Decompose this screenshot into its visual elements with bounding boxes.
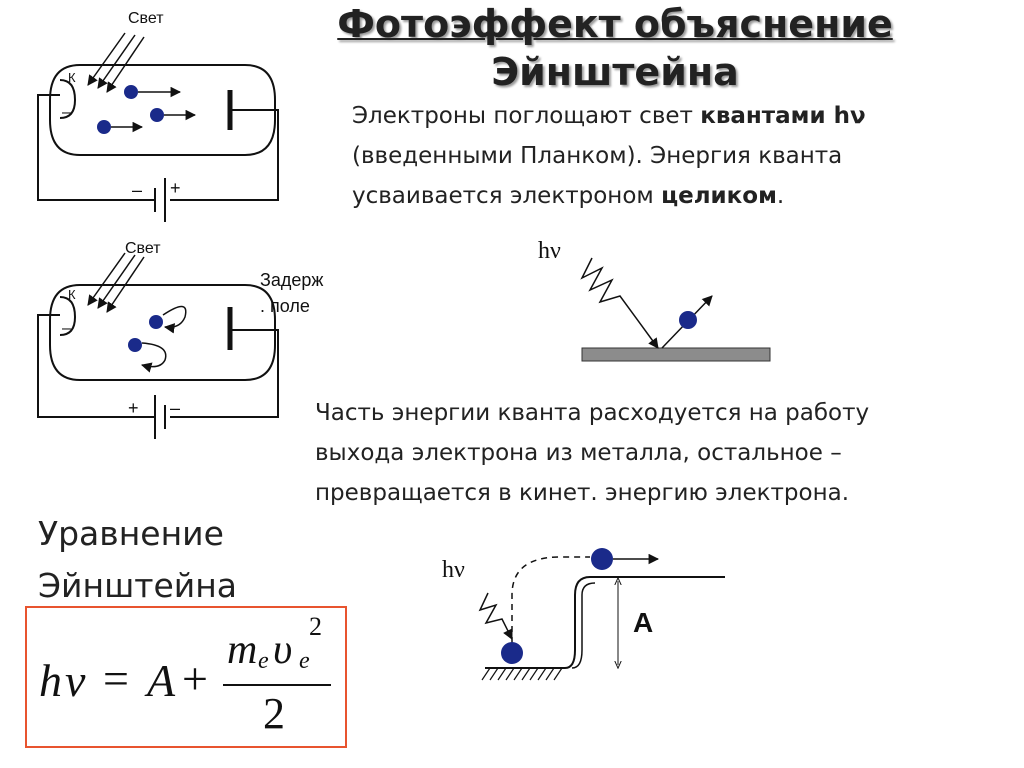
einstein-equation — [37, 608, 342, 746]
work-function-label: A — [633, 607, 654, 638]
para2-line-1: Часть энергии кванта расходуется на работу — [315, 400, 870, 426]
light-label-bottom: Свет — [125, 240, 161, 257]
light-ray-1 — [88, 33, 125, 85]
retarding-field-label — [260, 267, 323, 319]
vacuum-tube-outline — [50, 285, 275, 380]
hv-label-reflection: hν — [538, 238, 561, 264]
electron-return-arrow — [163, 306, 186, 327]
light-ray-2 — [98, 35, 135, 88]
surface-hatching — [482, 668, 562, 680]
para2-line-2: выхода электрона из металла, остальное – — [315, 440, 842, 466]
electron-after — [591, 548, 613, 570]
work-function-svg — [430, 535, 740, 695]
electron-trajectory — [512, 557, 590, 643]
explanation-paragraph-2 — [315, 393, 995, 513]
electron-return-arrow — [142, 343, 166, 367]
para2-line-3: превращается в кинет. энергию электрона. — [315, 480, 850, 506]
eq-equals: = — [103, 653, 129, 704]
photon-wavy-ray — [582, 258, 658, 348]
light-ray-1 — [88, 253, 125, 305]
eq-nu: ν — [65, 655, 86, 706]
para1-text-1: Электроны поглощают свет — [352, 103, 701, 129]
eq-A: A — [147, 655, 176, 706]
eq-m: m — [227, 627, 258, 673]
electron-before — [501, 642, 523, 664]
eq-upsilon: υ — [273, 627, 293, 673]
photon-absorption-svg — [530, 230, 790, 370]
electron — [124, 85, 138, 99]
para1-text-3: усваивается электроном — [352, 183, 662, 209]
electron — [128, 338, 142, 352]
para1-line-1 — [352, 96, 992, 136]
eq-squared: 2 — [309, 612, 322, 641]
electron — [679, 311, 697, 329]
eq-fraction-bar — [223, 684, 331, 686]
eq-sub-e-2: e — [299, 648, 310, 674]
photocell-diagram-accelerating — [20, 0, 320, 235]
para1-line-2: (введенными Планком). Энергия кванта — [352, 143, 843, 169]
explanation-paragraph-1 — [352, 96, 992, 216]
hv-label-work: hν — [442, 557, 465, 583]
equation-title-line-1: Уравнение — [38, 514, 224, 553]
metal-plate — [582, 348, 770, 361]
para1-line-3 — [352, 176, 992, 216]
cathode-minus-bottom: – — [62, 320, 71, 337]
light-label-top: Свет — [128, 10, 164, 27]
photon-absorption-diagram — [530, 230, 790, 370]
equation-title — [38, 508, 237, 612]
battery-plus-top: + — [170, 178, 181, 198]
retarding-label-line-1: Задерж — [260, 270, 324, 290]
equation-title-line-2: Эйнштейна — [38, 566, 238, 605]
photocell-diagram-retarding — [20, 235, 360, 450]
cathode-minus-top: – — [62, 104, 71, 121]
eq-h: h — [39, 655, 62, 706]
electron — [149, 315, 163, 329]
electron — [150, 108, 164, 122]
title-line-1: Фотоэффект объяснение — [337, 2, 893, 46]
electron — [97, 120, 111, 134]
title-line-2: Эйнштейна — [491, 50, 739, 94]
retarding-label-line-2: . поле — [260, 296, 310, 316]
work-function-diagram — [430, 535, 740, 695]
page-title — [300, 0, 930, 96]
battery-minus-top: – — [132, 180, 143, 200]
einstein-equation-box — [25, 606, 347, 748]
para1-bold-entirely: целиком — [661, 183, 777, 209]
eq-plus: + — [182, 653, 208, 704]
battery-minus-bottom: – — [170, 398, 181, 418]
light-ray-2 — [98, 255, 135, 308]
cathode-label-bottom: К — [68, 287, 76, 302]
wire-right — [170, 330, 278, 417]
eq-sub-e-1: e — [258, 648, 269, 674]
photon-ray — [480, 593, 512, 639]
eq-denominator: 2 — [263, 689, 285, 738]
para1-period: . — [776, 183, 785, 209]
battery-plus-bottom: + — [128, 398, 139, 418]
para1-bold-quanta: квантами hν — [700, 103, 866, 129]
cathode-label-top: К — [68, 70, 76, 85]
